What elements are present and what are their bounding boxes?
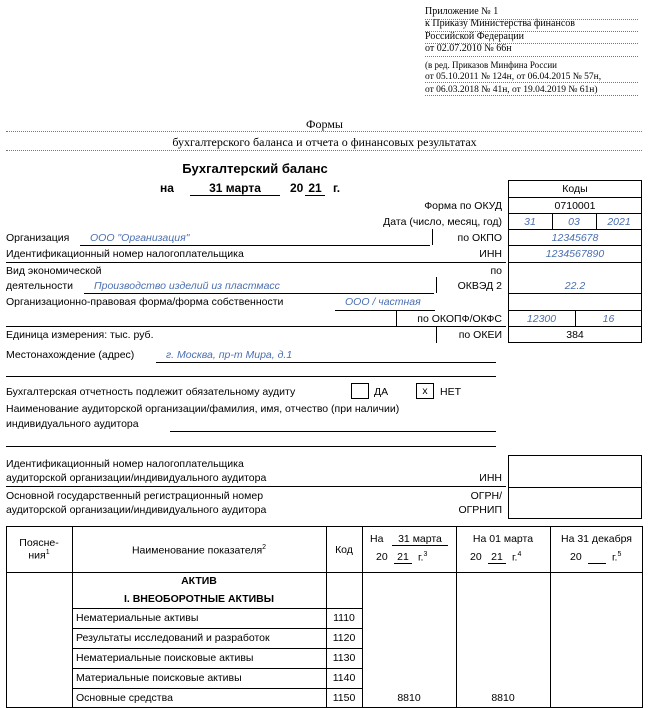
row-name: Материальные поисковые активы [76,672,242,684]
okopf-label: по ОКОПФ/ОКФС [417,313,502,325]
okfs-value: 16 [602,313,615,325]
audit-subject-label: Бухгалтерская отчетность подлежит обязательному аудиту [6,386,296,398]
inn-value: 1234567890 [545,248,605,260]
audit-no-label: НЕТ [440,386,461,398]
year-value: 2021 [607,216,631,228]
okpo-label: по ОКПО [457,232,502,244]
row-divider [72,628,362,629]
p1-na: На [370,533,384,545]
activity-value: Производство изделий из пластмасс [94,280,280,292]
col-code-header: Код [335,544,353,556]
month-value: 03 [568,216,580,228]
org-label: Организация [6,232,70,244]
inn-code-label: ИНН [479,248,502,260]
auditor-ogrn-label-1: Основной государственный регистрационный номер [6,490,264,502]
p3-g [612,551,621,564]
balance-title: Бухгалтерский баланс [182,161,328,176]
address-value: г. Москва, пр-т Мира, д.1 [166,349,293,361]
subsection-title: I. ВНЕОБОРОТНЫЕ АКТИВЫ [123,593,275,605]
footnote-mark: 4 [517,551,522,558]
okved-label-top: по [490,265,502,277]
p2-y2: 21 [488,551,506,564]
p2-y1: 20 [470,551,482,563]
divider [6,150,642,151]
appendix-line: к Приказу Министерства финансов [425,18,575,30]
footnote-mark: 5 [617,551,622,558]
col-name-header [72,544,326,557]
legal-form-label: Организационно-правовая форма/форма собственности [6,296,284,308]
codes-header: Коды [562,183,588,195]
row-code: 1140 [332,672,356,684]
col-notes-text: Поясне- [19,537,59,549]
legal-form-value: ООО / частная [345,296,421,308]
okved-value: 22.2 [564,280,586,292]
row-name: Нематериальные активы [76,612,199,624]
row-divider [72,668,362,669]
auditor-ogrn-code-2: ОГРНИП [458,504,502,516]
auditor-ogrn-label-2: аудиторской организации/индивидуального аудитора [6,504,267,516]
divider [425,95,638,96]
unit-label: Единица измерения: тыс. руб. [6,329,154,341]
okved-label: ОКВЭД 2 [457,280,502,292]
row-value-p2: 8810 [491,692,515,704]
p2-na: На 01 марта [472,533,534,545]
footnote-mark: 1 [45,549,50,556]
row-value-p1: 8810 [397,692,421,704]
activity-label-2: деятельности [6,280,73,292]
okud-label: Форма по ОКУД [424,200,502,212]
divider [6,131,642,132]
p3-na: На 31 декабря [561,533,632,545]
okopf-value: 12300 [526,313,557,325]
auditor-name-label-1: Наименование аудиторской организации/фамилия, имя, отчество (при наличии) [6,403,400,415]
appendix-line: (в ред. Приказов Минфина России [425,60,557,71]
p2-g [512,551,521,564]
day-value: 31 [524,216,536,228]
row-divider [72,648,362,649]
p1-y2: 21 [394,551,412,564]
divider [425,82,638,83]
p1-g-text: г. [418,551,424,564]
year-g: г. [333,181,341,195]
date-label: Дата (число, месяц, год) [383,216,502,228]
appendix-line: от 06.03.2018 № 41н, от 19.04.2019 № 61н) [425,84,598,95]
appendix-line: Приложение № 1 [425,6,499,17]
auditor-inn-label-2: аудиторской организации/индивидуального аудитора [6,472,267,484]
forms-subtitle: бухгалтерского баланса и отчета о финансовых результатах [172,135,477,149]
section-title: АКТИВ [181,575,217,587]
address-label: Местонахождение (адрес) [6,349,135,361]
audit-yes-label: ДА [374,386,389,398]
org-value: ООО "Организация" [90,232,190,244]
col-name-text: Наименование показателя [131,544,263,557]
okei-value: 384 [566,329,584,341]
activity-label-1: Вид экономической [6,265,102,277]
forms-title: Формы [306,117,343,131]
divider [425,43,638,44]
appendix-line: Российской Федерации [425,30,525,42]
audit-yes-checkbox[interactable] [351,383,369,399]
row-divider [72,688,362,689]
appendix-line: от 05.10.2011 № 124н, от 06.04.2015 № 57н, [425,72,602,83]
footnote-mark: 2 [262,544,267,551]
okpo-value: 12345678 [551,232,599,244]
divider [425,19,638,20]
appendix-line: от 02.07.2010 № 66н [425,42,512,54]
auditor-name-label-2: индивидуального аудитора [6,418,139,430]
auditor-ogrn-code-1: ОГРН/ [470,490,502,502]
row-name: Результаты исследований и разработок [76,632,270,644]
p3-y1: 20 [570,551,582,563]
p1-date: 31 марта [392,533,448,546]
row-code: 1130 [332,652,356,664]
row-name: Нематериальные поисковые активы [76,652,254,664]
divider [425,56,638,57]
date-na: на [160,181,174,195]
divider [425,31,638,32]
auditor-inn-code: ИНН [479,472,502,484]
audit-no-checkbox[interactable]: x [416,383,434,399]
row-name: Основные средства [76,692,173,704]
inn-label: Идентификационный номер налогоплательщика [6,248,244,260]
p1-y1: 20 [376,551,388,563]
row-code: 1120 [332,632,356,644]
auditor-inn-label-1: Идентификационный номер налогоплательщика [6,458,244,470]
year-prefix: 20 [290,181,304,195]
balance-date: 31 марта [190,181,280,196]
p2-g-text: г. [512,551,518,564]
col-notes-header [6,537,72,562]
p3-g-text: г. [612,551,618,564]
col-notes-text: ния [28,549,46,562]
row-code: 1150 [332,692,356,704]
footnote-mark: 3 [423,551,428,558]
year-suffix: 21 [305,181,325,196]
p3-y2 [588,551,606,564]
row-code: 1110 [333,612,355,624]
p1-g [418,551,427,564]
okud-value: 0710001 [554,200,596,212]
okei-label: по ОКЕИ [458,329,502,341]
